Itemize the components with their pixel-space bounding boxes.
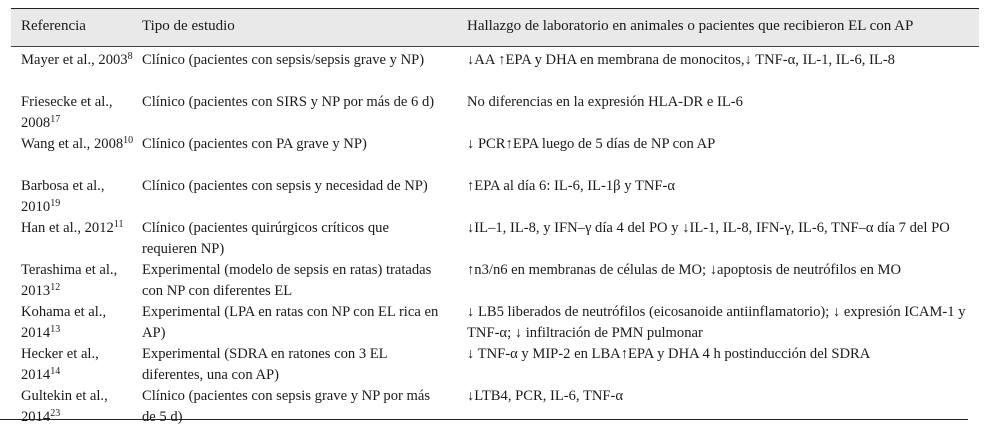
cell-hallazgo: ↓LTB4, PCR, IL-6, TNF-α — [467, 388, 624, 404]
cell-hallazgo: ↓ PCR↑EPA luego de 5 días de NP con AP — [467, 136, 716, 152]
cell-tipo: Clínico (pacientes con PA grave y NP) — [142, 136, 367, 152]
cell-referencia: Wang et al., 2008$^{10}$ — [21, 135, 134, 152]
cell-tipo: Clínico (pacientes quirúrgicos críticos que requieren NP) — [142, 220, 389, 257]
cell-tipo: Clínico (pacientes con sepsis/sepsis grave y NP) — [142, 52, 425, 68]
table-header — [11, 8, 979, 47]
cell-tipo: Experimental (SDRA en ratones con 3 EL diferentes, una con AP) — [142, 346, 388, 383]
cell-referencia: Hecker et al., 2014$^{14}$ — [21, 346, 99, 383]
cell-hallazgo: ↑EPA al día 6: IL-6, IL-1β y TNF-α — [467, 178, 676, 194]
table-bottom-rule — [0, 419, 968, 420]
cell-hallazgo: ↑n3/n6 en membranas de células de MO; ↓apoptosis de neutrófilos en MO — [467, 262, 902, 278]
header-hallazgo: Hallazgo de laboratorio en animales o pacientes que recibieron EL con AP — [467, 18, 914, 34]
cell-referencia: Han et al., 2012$^{11}$ — [21, 219, 124, 236]
table-body — [11, 47, 979, 429]
cell-hallazgo: ↓IL–1, IL-8, y IFN–γ día 4 del PO y ↓IL-1, IL-8, IFN-γ, IL-6, TNF–α día 7 del PO — [467, 220, 950, 236]
cell-referencia: Gultekin et al., 2014$^{23}$ — [21, 388, 108, 425]
cell-referencia: Kohama et al., 2014$^{13}$ — [21, 304, 107, 341]
cell-referencia: Friesecke et al., 2008$^{17}$ — [21, 94, 113, 131]
header-tipo-estudio: Tipo de estudio — [142, 18, 235, 34]
cell-hallazgo: ↓AA ↑EPA y DHA en membrana de monocitos,↓ TNF-α, IL-1, IL-6, IL-8 — [467, 52, 895, 68]
cell-tipo: Experimental (LPA en ratas con NP con EL rica en AP) — [142, 304, 439, 341]
cell-tipo: Clínico (pacientes con sepsis grave y NP por más de 5 d) — [142, 388, 431, 425]
cell-referencia: Barbosa et al., 2010$^{19}$ — [21, 178, 105, 215]
cell-hallazgo: ↓ LB5 liberados de neutrófilos (eicosanoide antiinflamatorio); ↓ expresión ICAM-1 y TNF-α; ↓ infiltración de PMN pulmonar — [467, 304, 966, 341]
cell-tipo: Experimental (modelo de sepsis en ratas) tratadas con NP con diferentes EL — [142, 262, 432, 299]
cell-hallazgo: ↓ TNF-α y MIP-2 en LBA↑EPA y DHA 4 h postinducción del SDRA — [467, 346, 871, 362]
cell-tipo: Clínico (pacientes con SIRS y NP por más de 6 d) — [142, 94, 435, 110]
header-referencia: Referencia — [21, 18, 86, 34]
findings-table — [11, 8, 979, 429]
cell-referencia: Terashima et al., 2013$^{12}$ — [21, 262, 118, 299]
cell-hallazgo: No diferencias en la expresión HLA-DR e IL-6 — [467, 94, 743, 110]
cell-tipo: Clínico (pacientes con sepsis y necesidad de NP) — [142, 178, 428, 194]
cell-referencia: Mayer et al., 2003$^8$ — [21, 51, 133, 68]
